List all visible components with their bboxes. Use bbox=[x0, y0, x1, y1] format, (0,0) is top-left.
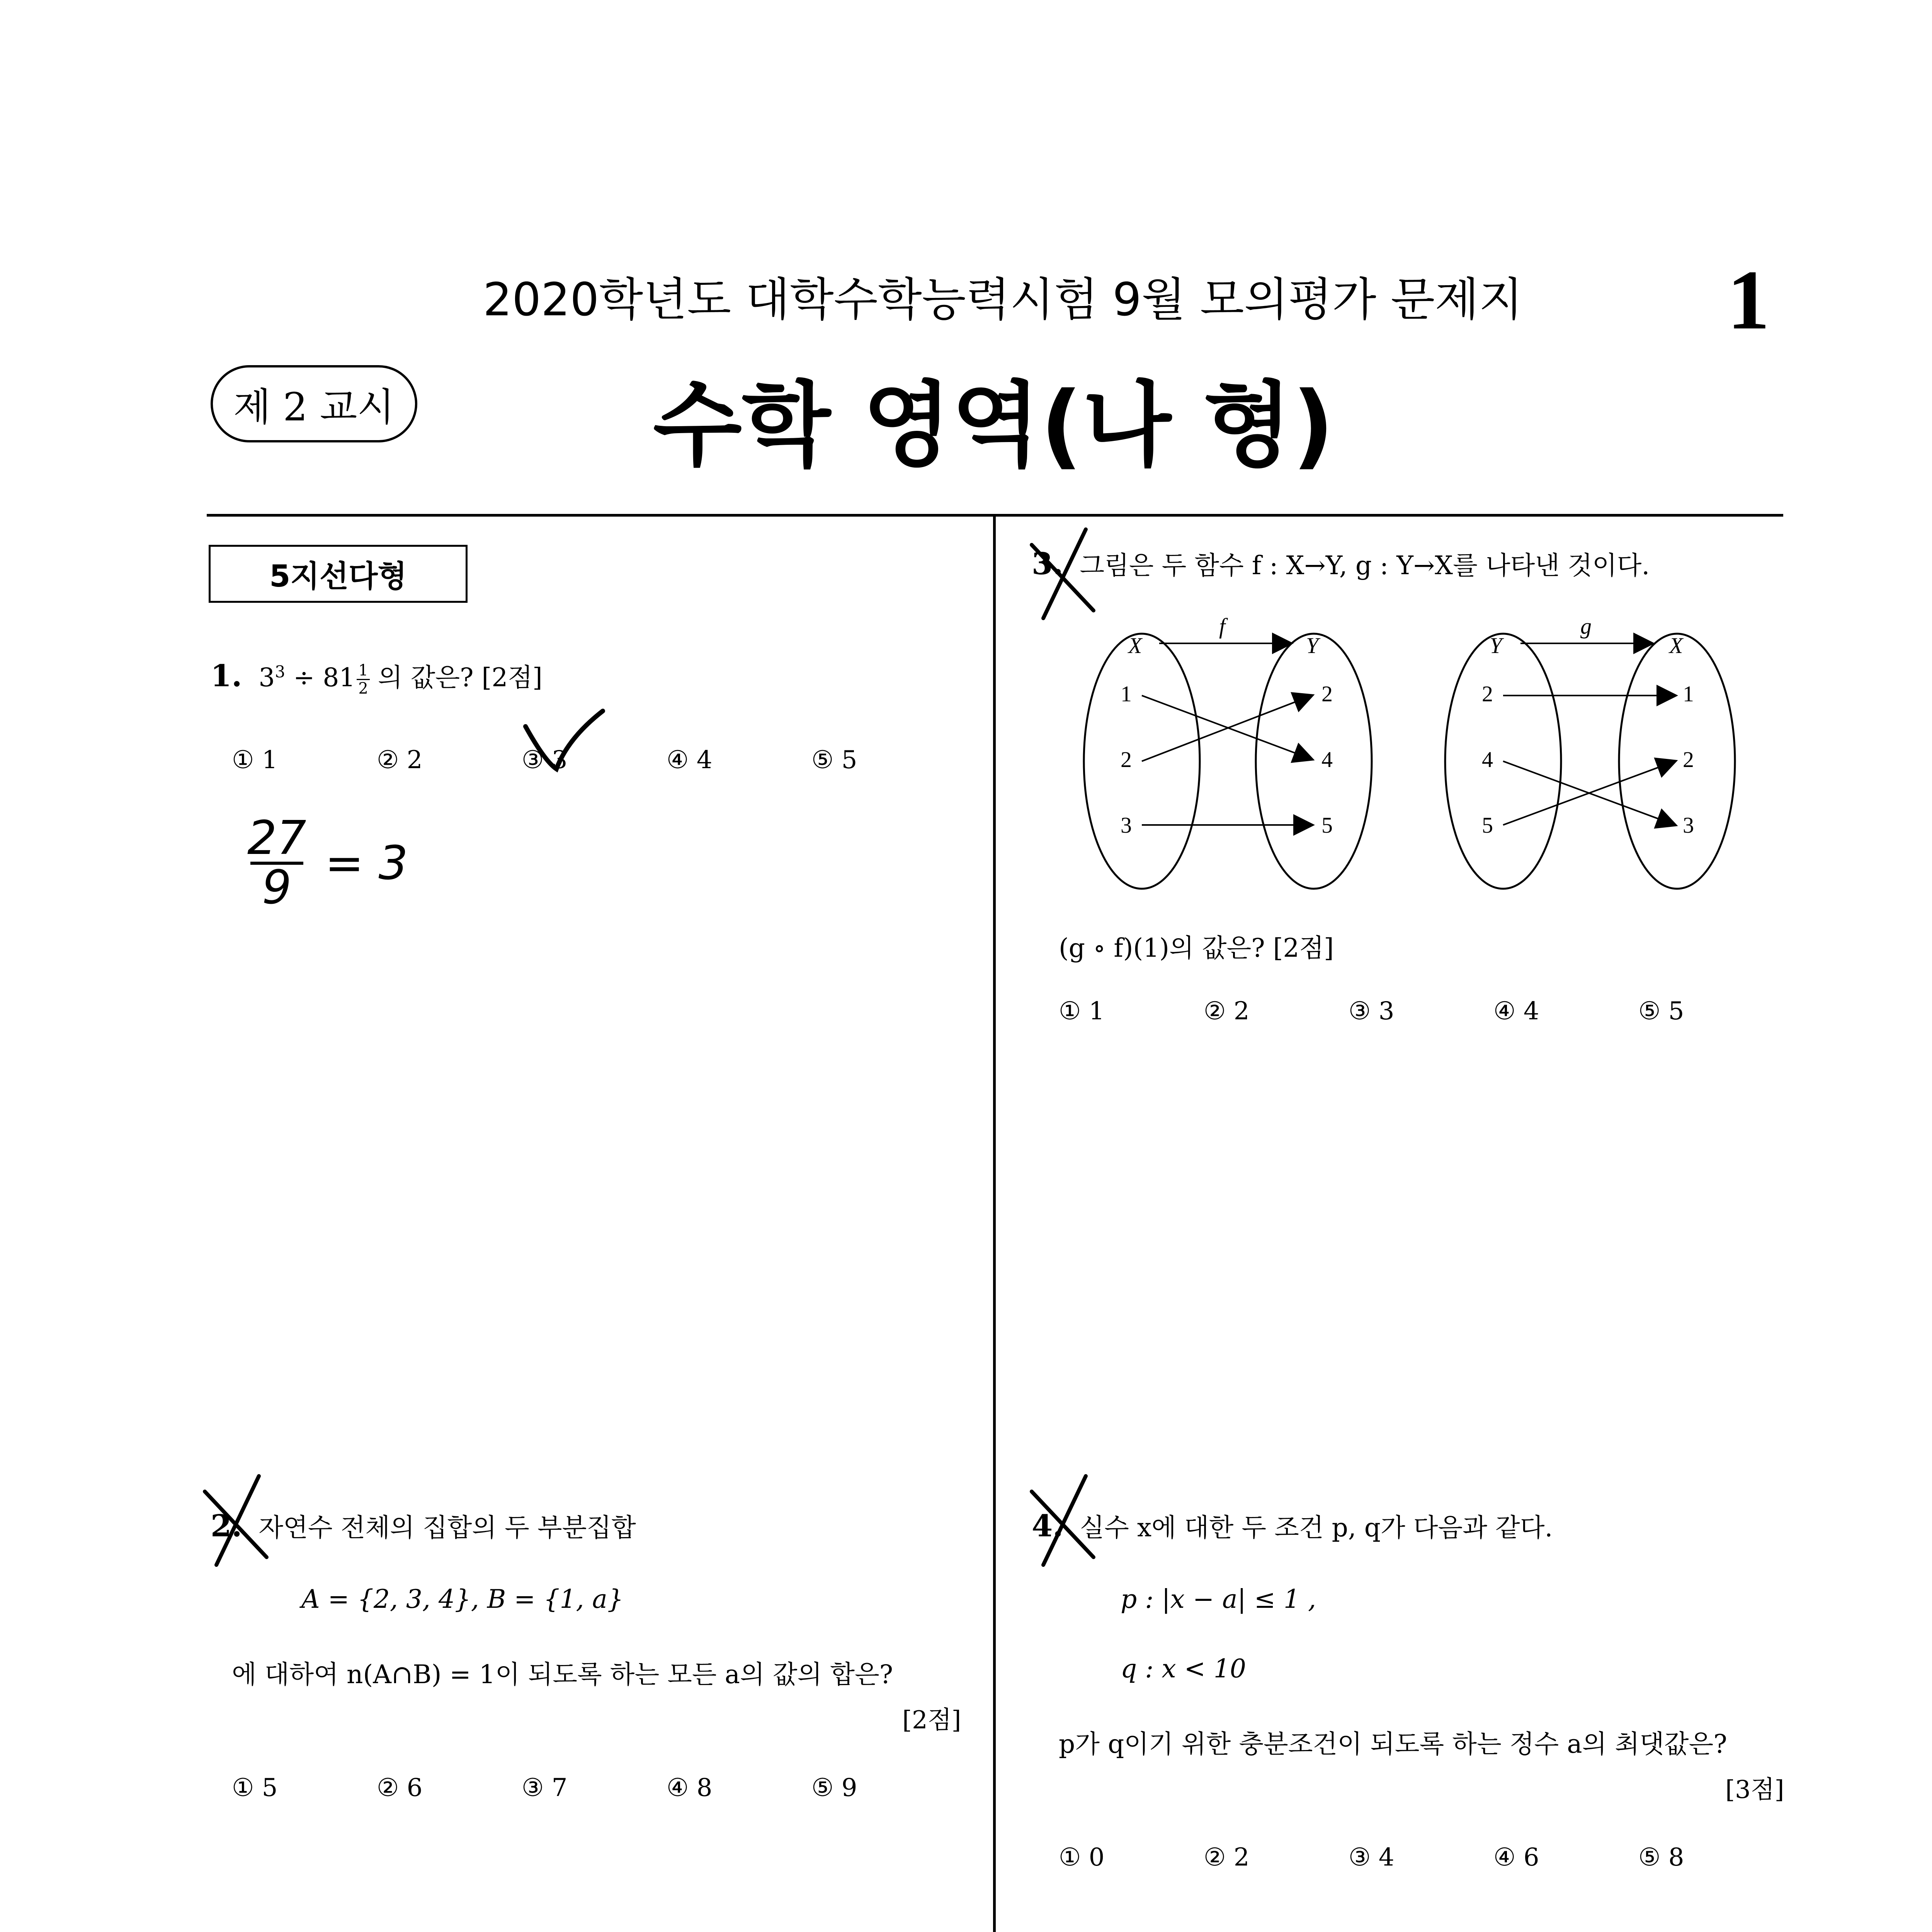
question-3 bbox=[1032, 545, 1650, 582]
function-label: f bbox=[1219, 614, 1226, 639]
choice[interactable]: ⑤ 9 bbox=[811, 1774, 857, 1802]
choices-2 bbox=[232, 1774, 956, 1802]
set-name: Y bbox=[1306, 633, 1319, 658]
choice[interactable]: ④ 6 bbox=[1493, 1843, 1539, 1872]
question-condition: 에 대하여 n(A∩B) = 1이 되도록 하는 모든 a의 값의 합은? bbox=[232, 1660, 893, 1689]
element: 5 bbox=[1321, 813, 1333, 838]
choice[interactable]: ② 2 bbox=[1204, 997, 1250, 1026]
choice[interactable]: ④ 4 bbox=[1493, 997, 1539, 1026]
exam-title: 2020학년도 대학수학능력시험 9월 모의평가 문제지 bbox=[483, 273, 1523, 326]
handwritten-denominator: 9 bbox=[250, 862, 303, 911]
condition-q: q : x < 10 bbox=[1121, 1654, 1246, 1684]
handwritten-numerator: 27 bbox=[247, 811, 306, 865]
choice[interactable]: ③ 3 bbox=[522, 746, 568, 774]
diagram-g bbox=[1445, 614, 1735, 889]
question-tail: 의 값은? [2점] bbox=[378, 663, 543, 692]
choice[interactable]: ④ 8 bbox=[667, 1774, 713, 1802]
set-name: X bbox=[1128, 633, 1142, 658]
period-badge: 제 2 교시 bbox=[211, 365, 417, 442]
element: 2 bbox=[1121, 747, 1132, 772]
question-number: 1. bbox=[211, 658, 242, 694]
set-name: Y bbox=[1490, 633, 1502, 658]
choice[interactable]: ② 2 bbox=[1204, 1843, 1250, 1872]
choice[interactable]: ③ 3 bbox=[1349, 997, 1395, 1026]
element: 5 bbox=[1482, 813, 1493, 838]
math-exponent: 3 bbox=[275, 662, 286, 681]
question-1 bbox=[211, 657, 543, 697]
function-diagrams bbox=[1074, 611, 1770, 900]
choice[interactable]: ① 5 bbox=[232, 1774, 278, 1802]
question-3-prompt: (g ∘ f)(1)의 값은? [2점] bbox=[1059, 933, 1334, 963]
choices-3 bbox=[1059, 997, 1783, 1026]
checkmark-icon bbox=[502, 696, 618, 781]
math-operator: ÷ 81 bbox=[285, 663, 355, 692]
element: 4 bbox=[1321, 747, 1333, 772]
choices-4 bbox=[1059, 1843, 1783, 1872]
choice[interactable]: ⑤ 8 bbox=[1638, 1843, 1684, 1872]
question-2 bbox=[211, 1507, 636, 1544]
condition-p: p : |x − a| ≤ 1 , bbox=[1121, 1584, 1316, 1614]
handwritten-fraction bbox=[247, 811, 306, 915]
question-number: 4. bbox=[1032, 1509, 1063, 1544]
points-label: [2점] bbox=[902, 1706, 961, 1735]
choice[interactable]: ③ 7 bbox=[522, 1774, 568, 1802]
sets-definition: A = {2, 3, 4}, B = {1, a} bbox=[301, 1584, 624, 1614]
element: 3 bbox=[1683, 813, 1694, 838]
element: 1 bbox=[1683, 681, 1694, 706]
element: 4 bbox=[1482, 747, 1493, 772]
column-divider bbox=[993, 516, 996, 1932]
choice[interactable]: ② 2 bbox=[377, 746, 423, 774]
handwritten-result: = 3 bbox=[325, 836, 408, 890]
choice[interactable]: ① 1 bbox=[1059, 997, 1105, 1026]
question-4 bbox=[1032, 1507, 1553, 1544]
question-number: 2. bbox=[211, 1509, 242, 1544]
fraction-denominator: 2 bbox=[357, 679, 369, 697]
element: 2 bbox=[1482, 681, 1493, 706]
math-fraction-exponent bbox=[357, 662, 369, 697]
question-stem: 자연수 전체의 집합의 두 부분집합 bbox=[259, 1513, 636, 1543]
choice[interactable]: ⑤ 5 bbox=[1638, 997, 1684, 1026]
subject-title: 수학 영역(나 형) bbox=[653, 372, 1334, 479]
math-base: 3 bbox=[259, 663, 275, 692]
function-label: g bbox=[1580, 614, 1592, 639]
element: 2 bbox=[1683, 747, 1694, 772]
choice[interactable]: ⑤ 5 bbox=[811, 746, 857, 774]
choice[interactable]: ① 1 bbox=[232, 746, 278, 774]
choice[interactable]: ④ 4 bbox=[667, 746, 713, 774]
question-number: 3. bbox=[1032, 546, 1063, 582]
element: 1 bbox=[1121, 681, 1132, 706]
page-number: 1 bbox=[1727, 253, 1770, 347]
handwritten-work bbox=[247, 811, 408, 915]
element: 3 bbox=[1121, 813, 1132, 838]
question-stem: 그림은 두 함수 f : X→Y, g : Y→X를 나타낸 것이다. bbox=[1080, 551, 1650, 580]
diagram-f bbox=[1084, 614, 1372, 889]
set-name: X bbox=[1669, 633, 1683, 658]
choice[interactable]: ① 0 bbox=[1059, 1843, 1105, 1872]
section-label: 5지선다형 bbox=[209, 545, 468, 603]
question-4-prompt: p가 q이기 위한 충분조건이 되도록 하는 정수 a의 최댓값은? bbox=[1059, 1729, 1727, 1759]
element: 2 bbox=[1321, 681, 1333, 706]
points-label: [3점] bbox=[1725, 1776, 1784, 1804]
fraction-numerator: 1 bbox=[358, 662, 368, 679]
question-stem: 실수 x에 대한 두 조건 p, q가 다음과 같다. bbox=[1080, 1513, 1553, 1543]
choice[interactable]: ③ 4 bbox=[1349, 1843, 1395, 1872]
choice[interactable]: ② 6 bbox=[377, 1774, 423, 1802]
